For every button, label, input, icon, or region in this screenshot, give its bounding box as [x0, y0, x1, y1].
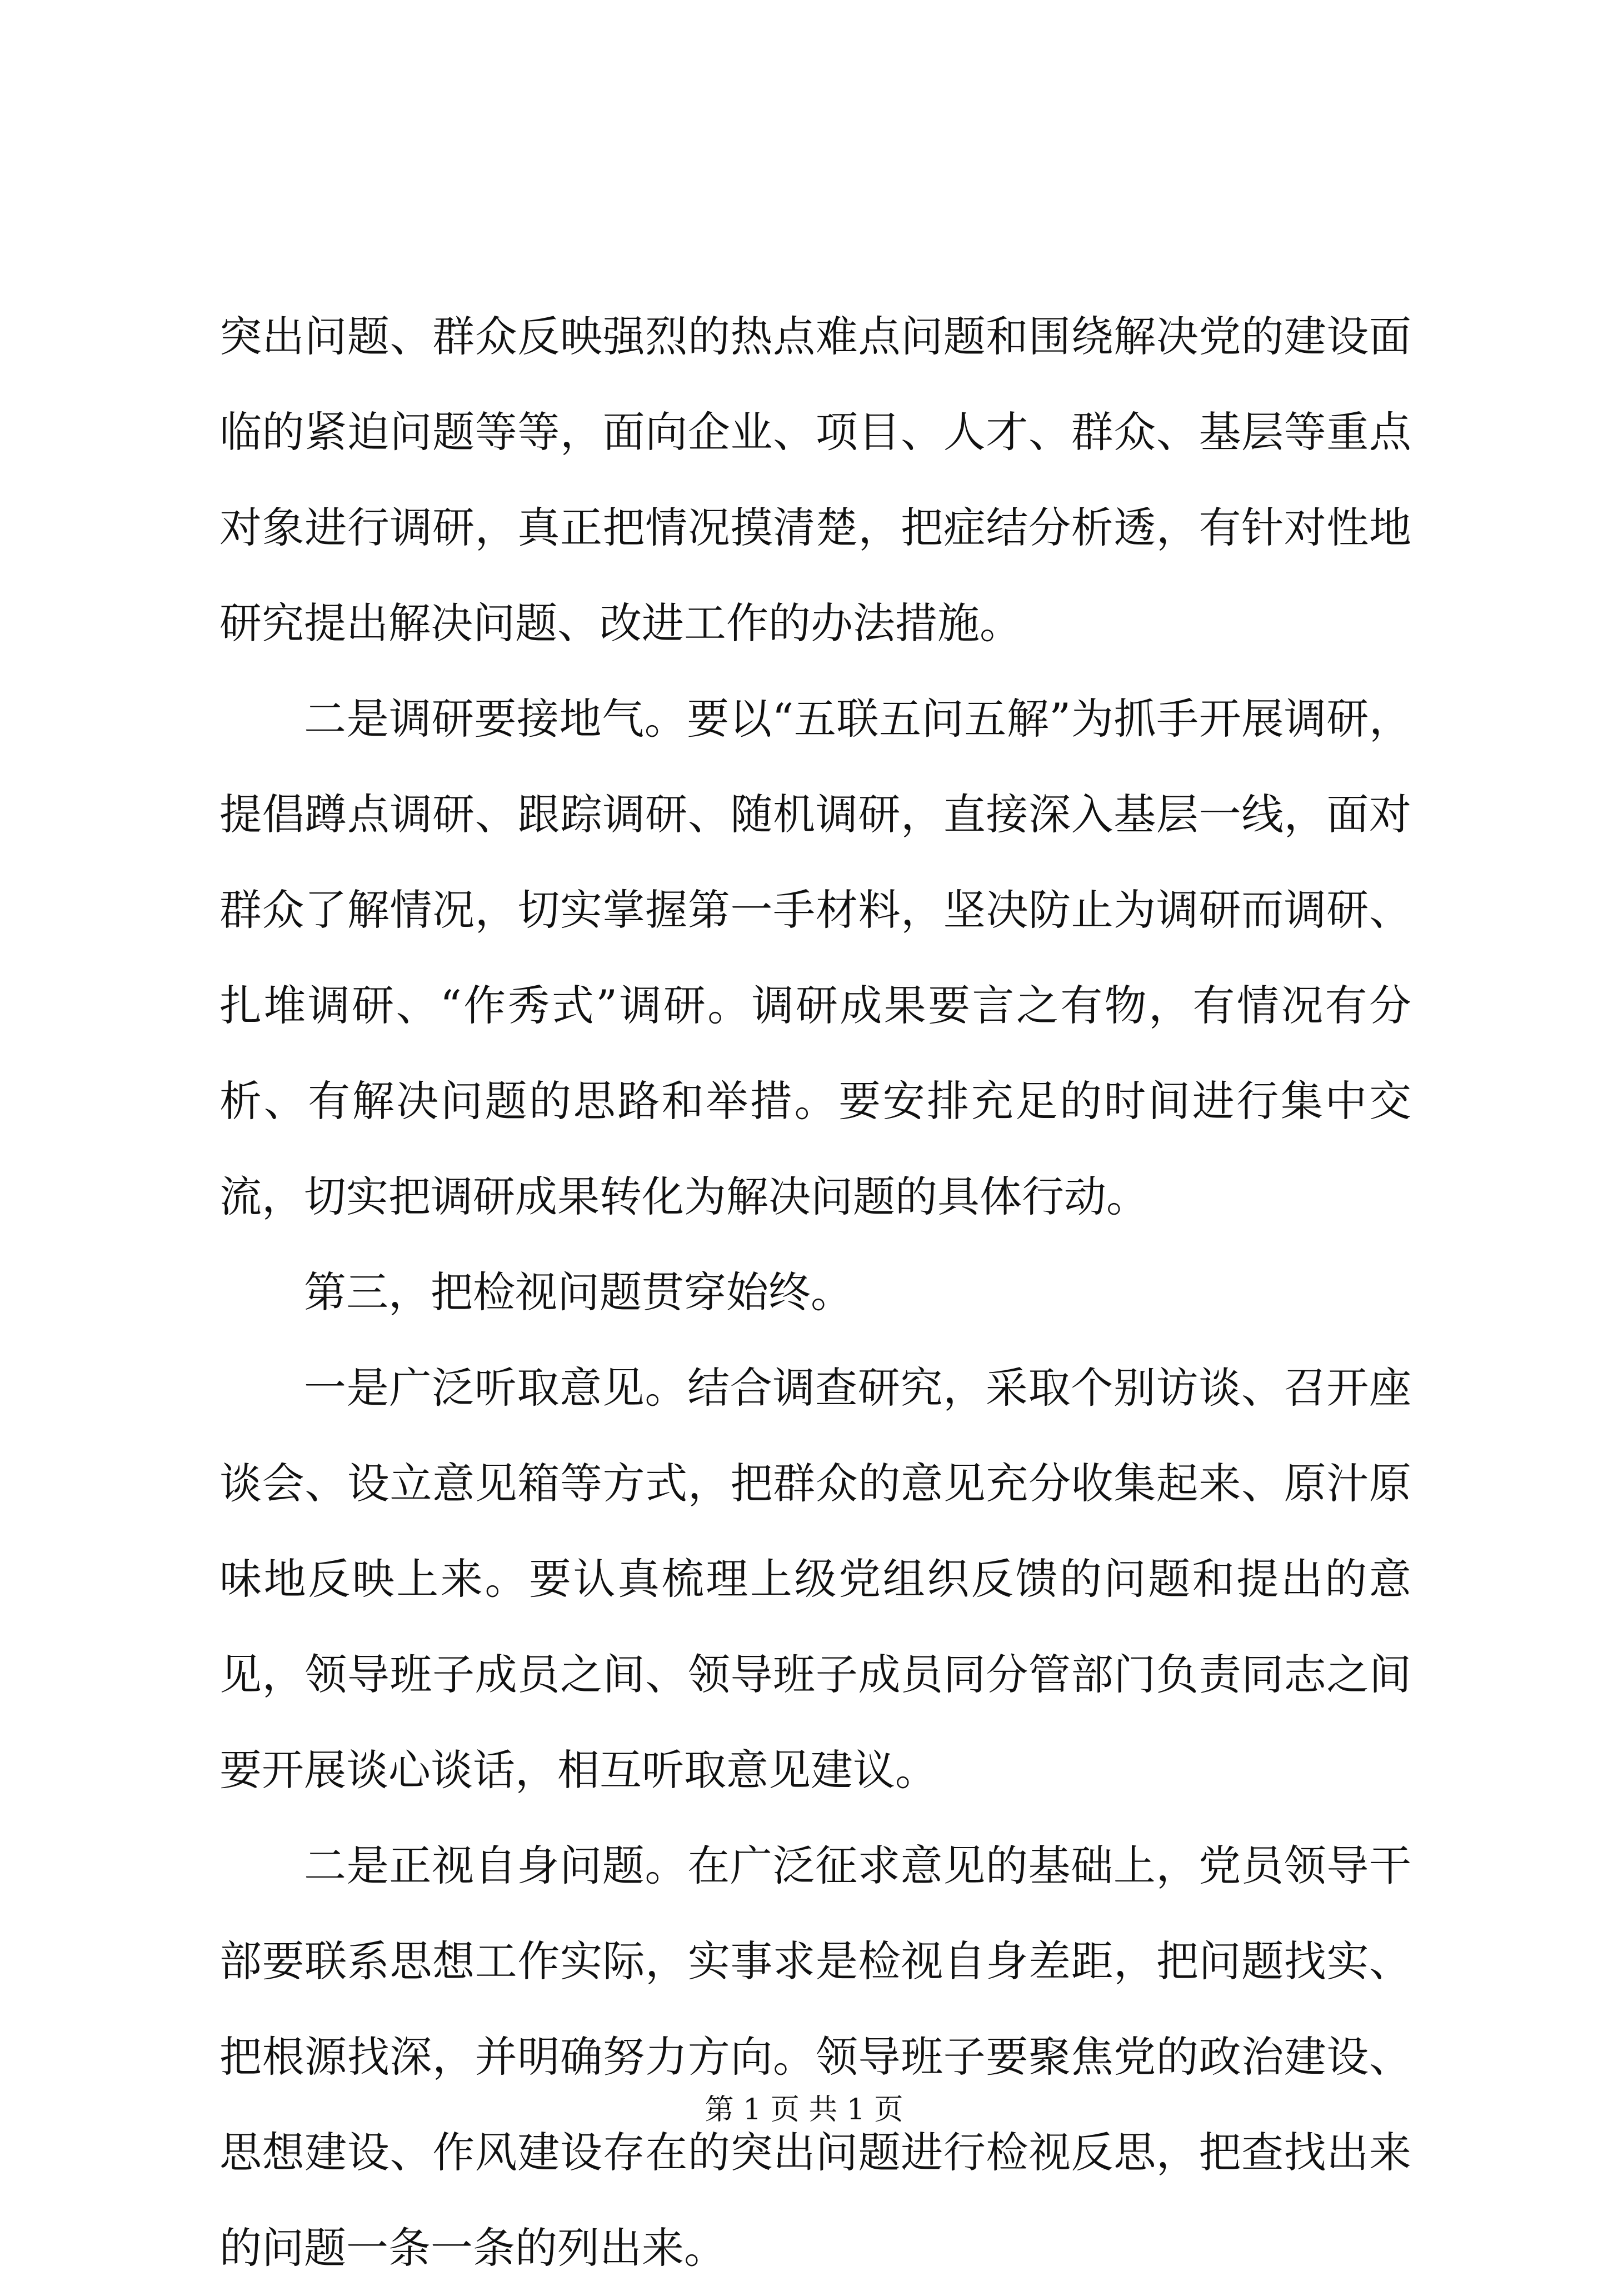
document-body [219, 289, 1411, 2296]
paragraph-face-problems: 二是正视自身问题。在广泛征求意见的基础上，党员领导干部要联系思想工作实际，实事求是检视自身差距，把问题找实、把根源找深，并明确努力方向。领导班子要聚焦党的政治建设、思想建设、作风建设存在的突出问题进行检视反思，把查找出来的问题一条一条的列出来。 [219, 1841, 1411, 2273]
section-heading-third: 第三，把检视问题贯穿始终。 [304, 1267, 853, 1317]
page-number-footer: 第 1 页 共 1 页 [705, 2093, 903, 2127]
paragraph-continuation: 突出问题、群众反映强烈的热点难点问题和围绕解决党的建设面临的紧迫问题等等，面向企业、项目、人才、群众、基层等重点对象进行调研，真正把情况摸清楚，把症结分析透，有针对性地研究提出解决问题、改进工作的办法措施。 [219, 312, 1411, 648]
paragraph-listen-opinions: 一是广泛听取意见。结合调查研究，采取个别访谈、召开座谈会、设立意见箱等方式，把群众的意见充分收集起来、原汁原味地反映上来。要认真梳理上级党组织反馈的问题和提出的意见，领导班子成员之间、领导班子成员同分管部门负责同志之间要开展谈心谈话，相互听取意见建议。 [219, 1363, 1411, 1795]
paragraph-research-grounded: 二是调研要接地气。要以“五联五问五解”为抓手开展调研，提倡蹲点调研、跟踪调研、随机调研，直接深入基层一线，面对群众了解情况，切实掌握第一手材料，坚决防止为调研而调研、扎堆调研、“作秀式”调研。调研成果要言之有物，有情况有分析、有解决问题的思路和举措。要安排充足的时间进行集中交流，切实把调研成果转化为解决问题的具体行动。 [219, 694, 1411, 1221]
